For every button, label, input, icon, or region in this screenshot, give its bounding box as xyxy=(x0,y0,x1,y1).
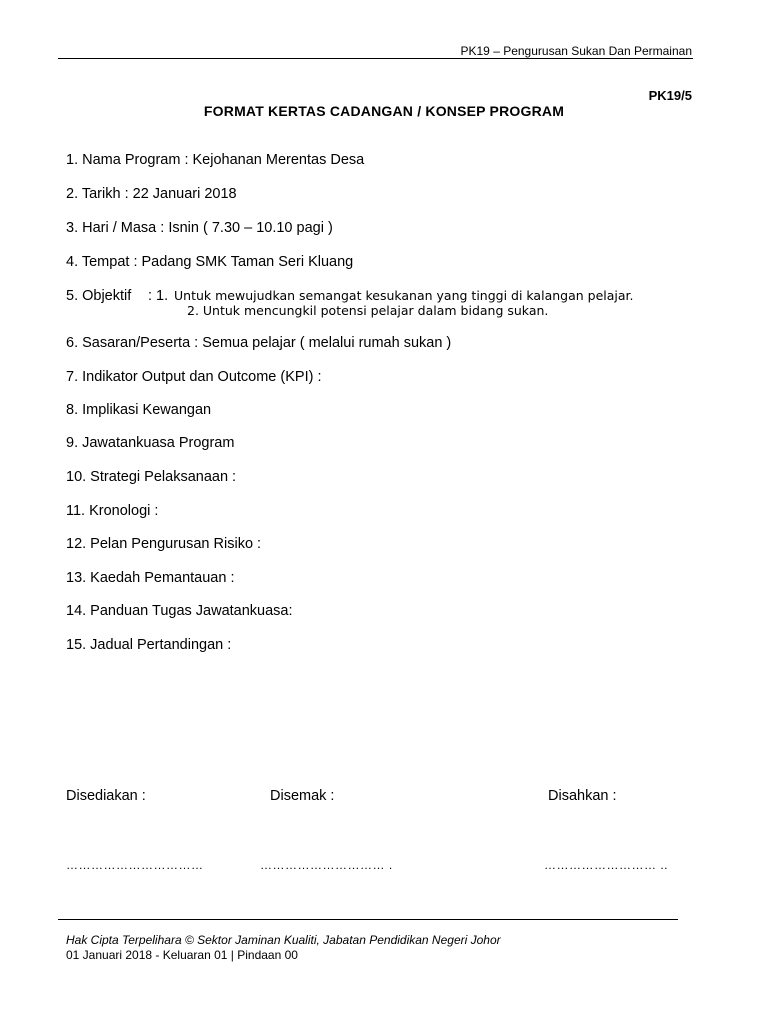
header-divider xyxy=(58,58,693,59)
item-objective-label: 5. Objektif xyxy=(66,288,132,304)
item-committee-guide: 14. Panduan Tugas Jawatankuasa: xyxy=(66,603,293,619)
item-program-name: 1. Nama Program : Kejohanan Merentas Desa xyxy=(66,152,365,168)
item-committee: 9. Jawatankuasa Program xyxy=(66,435,235,451)
item-chronology: 11. Kronologi : xyxy=(66,503,159,519)
footer-divider xyxy=(58,919,678,920)
objective-line-1: Untuk mewujudkan semangat kesukanan yang tinggi di kalangan pelajar. xyxy=(174,288,634,303)
prepared-signature-line: …………………………… xyxy=(66,858,204,872)
objective-line-2: 2. Untuk mencungkil potensi pelajar dalam bidang sukan. xyxy=(187,303,549,318)
item-venue: 4. Tempat : Padang SMK Taman Seri Kluang xyxy=(66,254,354,270)
form-code: PK19/5 xyxy=(648,88,692,103)
prepared-by-label: Disediakan : xyxy=(66,788,146,804)
reviewed-by-label: Disemak : xyxy=(270,788,335,804)
document-title: FORMAT KERTAS CADANGAN / KONSEP PROGRAM xyxy=(203,103,565,119)
approved-by-label: Disahkan : xyxy=(548,788,617,804)
item-kpi: 7. Indikator Output dan Outcome (KPI) : xyxy=(66,369,322,385)
item-strategy: 10. Strategi Pelaksanaan : xyxy=(66,469,237,485)
reviewed-signature-line: ………………………… . xyxy=(260,858,393,872)
item-day-time: 3. Hari / Masa : Isnin ( 7.30 – 10.10 pagi ) xyxy=(66,220,333,236)
footer-copyright: Hak Cipta Terpelihara © Sektor Jaminan Kualiti, Jabatan Pendidikan Negeri Johor xyxy=(66,933,501,947)
footer-revision: 01 Januari 2018 - Keluaran 01 | Pindaan 00 xyxy=(66,948,298,962)
approved-signature-line: ……………………… .. xyxy=(544,858,669,872)
objective-prefix: : 1. xyxy=(148,288,169,304)
item-financial: 8. Implikasi Kewangan xyxy=(66,402,212,418)
item-target: 6. Sasaran/Peserta : Semua pelajar ( melalui rumah sukan ) xyxy=(66,335,452,351)
running-header: PK19 – Pengurusan Sukan Dan Permainan xyxy=(460,44,692,58)
item-date: 2. Tarikh : 22 Januari 2018 xyxy=(66,186,237,202)
item-risk-plan: 12. Pelan Pengurusan Risiko : xyxy=(66,536,262,552)
item-monitoring: 13. Kaedah Pemantauan : xyxy=(66,570,235,586)
item-schedule: 15. Jadual Pertandingan : xyxy=(66,637,232,653)
